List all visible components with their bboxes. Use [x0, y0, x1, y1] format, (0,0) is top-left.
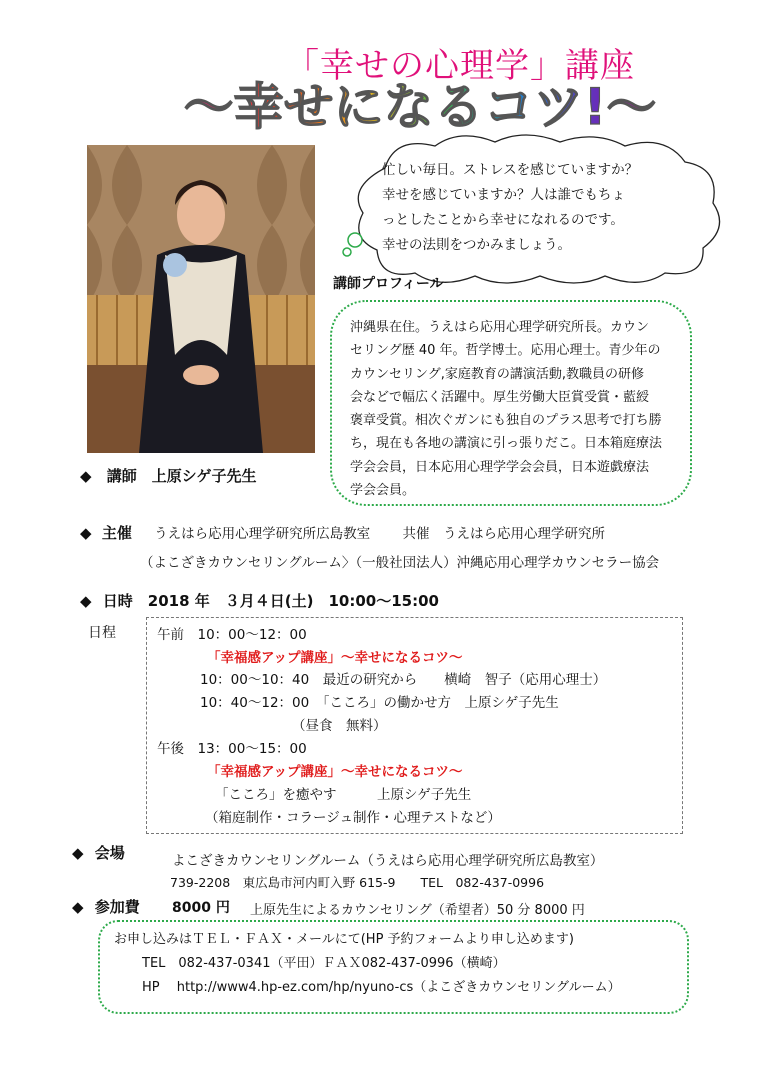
schedule-line: 「こころ」を癒やす 上原シゲ子先生	[215, 787, 472, 803]
profile-label: 講師プロフィール	[333, 276, 444, 292]
schedule-line: 「幸福感アップ講座」〜幸せになるコツ〜	[207, 650, 463, 666]
venue-name: よこざきカウンセリングルーム（うえはら応用心理学研究所広島教室）	[172, 853, 604, 869]
venue-heading: 会場	[94, 844, 125, 862]
host-heading: 主催	[101, 524, 132, 542]
page-title: 「幸せの心理学」講座	[285, 46, 635, 86]
profile-box	[330, 300, 692, 506]
schedule-line: 10：40〜12：00 「こころ」の働かせ方 上原シゲ子先生	[200, 695, 559, 711]
lecturer-name	[80, 465, 256, 486]
diamond-icon: ◆	[72, 898, 84, 916]
lecturer-text: 講師 上原シゲ子先生	[106, 467, 257, 485]
subtitle-text: 〜幸せになるコツ!〜	[183, 78, 657, 136]
diamond-icon: ◆	[80, 524, 92, 542]
fee-row	[72, 896, 140, 917]
diamond-icon: ◆	[80, 467, 92, 485]
profile-line: 学会会員。	[350, 483, 416, 499]
schedule-line: 「幸福感アップ講座」〜幸せになるコツ〜	[207, 764, 463, 780]
fee-note: 上原先生によるカウンセリング（希望者）50 分 8000 円	[250, 903, 585, 918]
venue-row	[72, 842, 125, 863]
schedule-box	[146, 617, 683, 834]
host-cosponsor: 共催 うえはら応用心理学研究所	[402, 526, 605, 542]
intro-line: 幸せを感じていますか？人は誰でもちょ	[382, 187, 625, 203]
apply-line: お申し込みはＴＥＬ・ＦＡＸ・メールにて(HP 予約フォームより申し込めます)	[114, 932, 574, 947]
apply-website[interactable]: HP http://www4.hp-ez.com/hp/nyuno-cs（よこざきカウンセリングルーム）	[142, 980, 621, 995]
schedule-line: （箱庭制作・コラージュ制作・心理テストなど）	[205, 810, 501, 826]
schedule-label: 日程	[88, 625, 116, 641]
lecturer-photo	[87, 145, 315, 453]
intro-cloud	[325, 128, 735, 288]
profile-line: 沖縄県在住。うえはら応用心理学研究所長。カウン	[350, 320, 650, 335]
event-date	[80, 590, 439, 611]
diamond-icon: ◆	[80, 592, 92, 610]
apply-box	[98, 920, 689, 1014]
profile-line: 褒章受賞。相次ぐガンにも独自のプラス思考で打ち勝	[350, 413, 662, 429]
schedule-line: 午前 10：00〜12：00	[157, 627, 307, 643]
diamond-icon: ◆	[72, 844, 84, 862]
schedule-line: 10：00〜10：40 最近の研究から 横崎 智子（応用心理士）	[200, 672, 607, 688]
apply-phone: TEL 082-437-0341（平田）ＦＡＸ082-437-0996（横崎）	[142, 956, 506, 971]
profile-line: カウンセリング,家庭教育の講演活動,教職員の研修	[350, 366, 645, 382]
schedule-line: （昼食 無料）	[292, 718, 387, 734]
host-row-2: （よこざきカウンセリングルーム〉（一般社団法人）沖縄応用心理学カウンセラー協会	[140, 555, 660, 571]
venue-address: 739-2208 東広島市河内町入野 615-9 TEL 082-437-0996	[170, 875, 545, 890]
date-text: 日時 2018 年 ３月４日(土) 10:00〜15:00	[102, 592, 439, 610]
fee-heading: 参加費	[94, 898, 140, 916]
profile-line: 会などで幅広く活躍中。厚生労働大臣賞受賞・藍綬	[350, 389, 650, 405]
schedule-line: 午後 13：00〜15：00	[157, 741, 307, 757]
profile-line: セリング歴 40 年。哲学博士。応用心理士。青少年の	[350, 343, 661, 359]
fee-amount: 8000 円	[172, 900, 230, 916]
host-organizer: うえはら応用心理学研究所広島教室	[154, 526, 371, 542]
profile-line: ち，現在も各地の講演に引っ張りだこ。日本箱庭療法	[350, 436, 663, 452]
host-row	[80, 522, 605, 543]
intro-line: 幸せの法則をつかみましょう。	[382, 237, 571, 253]
intro-line: っとしたことから幸せになれるのです。	[382, 212, 624, 228]
profile-line: 学会会員，日本応用心理学学会会員，日本遊戯療法	[350, 459, 650, 475]
intro-line: 忙しい毎日。ストレスを感じていますか？	[382, 162, 639, 178]
